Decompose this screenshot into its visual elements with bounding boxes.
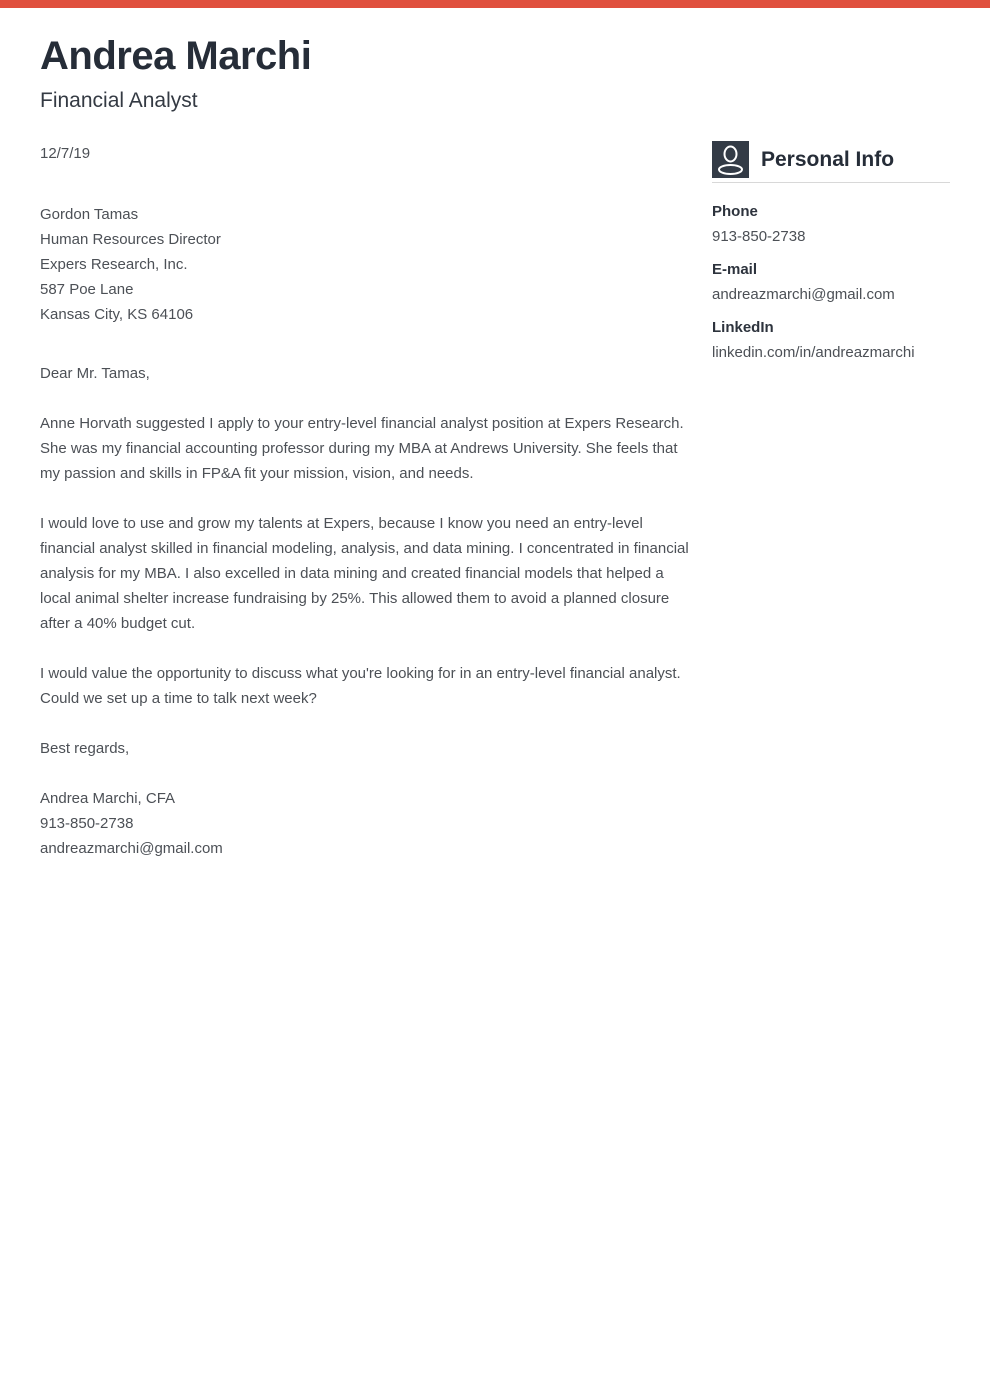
info-label: E-mail (712, 261, 758, 278)
salutation: Dear Mr. Tamas, (40, 365, 150, 382)
job-title: Financial Analyst (40, 89, 198, 112)
closing: Best regards, (40, 740, 130, 757)
recipient-street: 587 Poe Lane (40, 281, 134, 298)
info-item-linkedin (712, 315, 950, 365)
signature-email: andreazmarchi@gmail.com (40, 840, 223, 857)
signature-block (40, 786, 692, 861)
personal-info-header (712, 141, 950, 178)
letter-header (40, 33, 311, 113)
letter-paragraph: I would value the opportunity to discuss what you're looking for in an entry-level financial analyst. Could we set up a time to talk next week? (40, 665, 681, 707)
letter-paragraph: Anne Horvath suggested I apply to your entry-level financial analyst position at Expers Research. She was my financial accounting professor during my MBA at Andrews University. She feels that my passion and skills in FP&A fit your mission, vision, and needs. (40, 415, 684, 482)
recipient-role: Human Resources Director (40, 231, 221, 248)
personal-info-title: Personal Info (761, 147, 895, 171)
recipient-company: Expers Research, Inc. (40, 256, 188, 273)
person-icon (712, 141, 749, 178)
letter-date: 12/7/19 (40, 145, 91, 162)
signature-phone: 913-850-2738 (40, 815, 134, 832)
page-title: Andrea Marchi (40, 34, 312, 78)
info-value: linkedin.com/in/andreazmarchi (712, 344, 915, 361)
letter-paragraph: I would love to use and grow my talents at Expers, because I know you need an entry-level financial analyst skilled in financial modeling, analysis, and data mining. I concentrated in financial analysis for my MBA. I also excelled in data mining and created financial models that helped a local animal shelter increase fundraising by 25%. This allowed them to avoid a planned closure after a 40% budget cut. (40, 515, 689, 632)
info-item-phone (712, 199, 950, 249)
recipient-city: Kansas City, KS 64106 (40, 306, 194, 323)
sidebar-divider (712, 182, 950, 183)
recipient-name: Gordon Tamas (40, 206, 139, 223)
info-label: Phone (712, 203, 758, 220)
info-value: 913-850-2738 (712, 228, 806, 245)
recipient-address-block (40, 202, 692, 327)
info-label: LinkedIn (712, 319, 774, 336)
signature-name: Andrea Marchi, CFA (40, 790, 176, 807)
accent-top-bar (0, 0, 990, 8)
info-item-email (712, 257, 950, 307)
letter-body (40, 141, 692, 861)
personal-info-sidebar (712, 141, 950, 365)
info-value: andreazmarchi@gmail.com (712, 286, 895, 303)
